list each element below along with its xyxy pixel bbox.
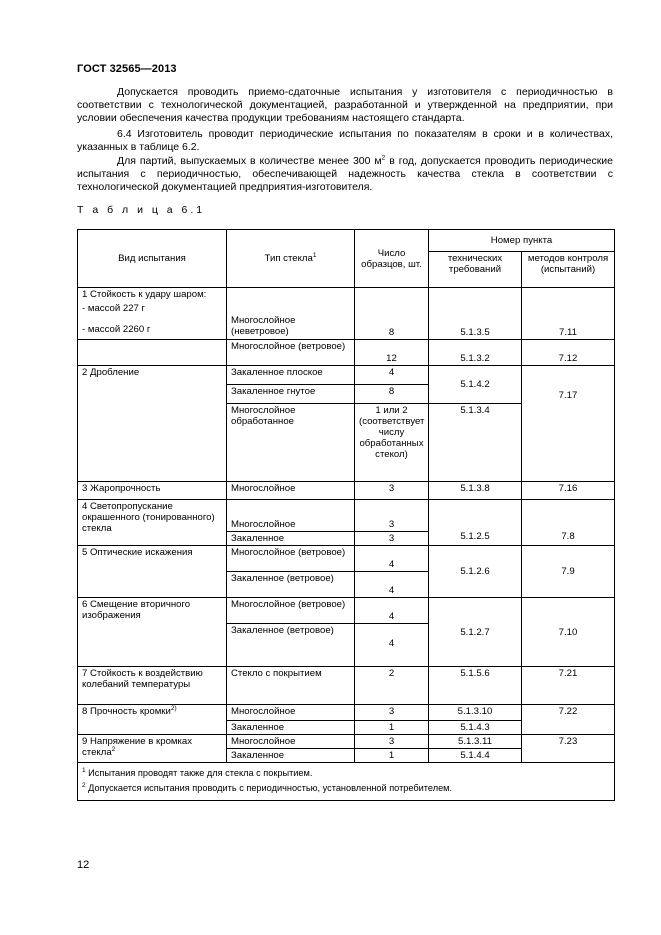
header-test-type: Вид испытания bbox=[78, 230, 227, 288]
tech-req-clause: 5.1.3.2 bbox=[429, 340, 522, 366]
header-tech-requirements: технических требований bbox=[429, 252, 522, 288]
glass-type: Многослойное bbox=[227, 482, 355, 500]
header-sample-count: Число образцов, шт. bbox=[355, 230, 429, 288]
tech-req-clause: 5.1.4.4 bbox=[429, 749, 522, 763]
header-clause-number: Номер пункта bbox=[429, 230, 615, 252]
sample-count: 1 bbox=[355, 749, 429, 763]
sample-count: 3 bbox=[355, 735, 429, 749]
method-clause: 7.21 bbox=[522, 667, 615, 705]
method-clause: 7.22 bbox=[522, 705, 615, 735]
tech-req-clause: 5.1.4.2 bbox=[429, 366, 522, 404]
table-row bbox=[78, 500, 615, 532]
tech-req-clause: 5.1.3.5 bbox=[429, 288, 522, 340]
table-row bbox=[78, 735, 615, 749]
glass-type: Закаленное (ветровое) bbox=[227, 572, 355, 598]
sample-count: 3 bbox=[355, 500, 429, 532]
test-name: 8 Прочность кромки$^{2)}$ bbox=[78, 705, 227, 735]
sample-count: 12 bbox=[355, 340, 429, 366]
glass-type: Закаленное bbox=[227, 749, 355, 763]
glass-type: Закаленное (ветровое) bbox=[227, 624, 355, 667]
method-clause: 7.12 bbox=[522, 340, 615, 366]
method-clause: 7.8 bbox=[522, 500, 615, 546]
paragraph-small-batches: Для партий, выпускаемых в количестве менее 300 $м^2$ в год, допускается проводить периодические испытания с периодичностью, обеспечивающей надежность качества стекла в соответствии с технологической документацией предприятия-изготовителя. bbox=[77, 154, 613, 193]
sample-count: 4 bbox=[355, 572, 429, 598]
glass-type: Многослойное (ветровое) bbox=[227, 546, 355, 572]
page-number: 12 bbox=[77, 859, 90, 871]
sample-count: 3 bbox=[355, 482, 429, 500]
sample-count: 4 bbox=[355, 598, 429, 624]
test-name: 2 Дробление bbox=[78, 366, 227, 482]
tech-req-clause: 5.1.3.8 bbox=[429, 482, 522, 500]
table-row bbox=[78, 598, 615, 624]
paragraph-periodic-tests: 6.4 Изготовитель проводит периодические испытания по показателям в сроки и в количествах, указанных в таблице 6.2. bbox=[77, 128, 613, 153]
table-row bbox=[78, 546, 615, 572]
header-control-methods: методов контроля (испытаний) bbox=[522, 252, 615, 288]
method-clause: 7.23 bbox=[522, 735, 615, 763]
sample-count: 1 или 2 (соответствует числу обработанных стекол) bbox=[355, 404, 429, 482]
glass-type: Многослойное (неветровое) bbox=[227, 288, 355, 340]
test-name: 5 Оптические искажения bbox=[78, 546, 227, 598]
tech-req-clause: 5.1.4.3 bbox=[429, 721, 522, 735]
method-clause: 7.11 bbox=[522, 288, 615, 340]
superscript-square: 2 bbox=[381, 154, 386, 162]
table-row bbox=[78, 667, 615, 705]
tech-req-clause: 5.1.3.4 bbox=[429, 404, 522, 482]
sample-count: 4 bbox=[355, 624, 429, 667]
test-name: 4 Светопропускание окрашенного (тонированного) стекла bbox=[78, 500, 227, 546]
method-clause: 7.17 bbox=[522, 366, 615, 482]
glass-type: Многослойное (ветровое) bbox=[227, 340, 355, 366]
tech-req-clause: 5.1.2.7 bbox=[429, 598, 522, 667]
test-name: 6 Смещение вторичного изображения bbox=[78, 598, 227, 667]
table-row bbox=[78, 705, 615, 721]
method-clause: 7.10 bbox=[522, 598, 615, 667]
paragraph-acceptance-tests: Допускается проводить приемо-сдаточные испытания у изготовителя с периодичностью в соответствии с технологической документацией, разработанной и утвержденной на предприятии, при условии обеспечения качества продукции требованиям настоящего стандарта. bbox=[77, 86, 613, 124]
tech-req-clause: 5.1.5.6 bbox=[429, 667, 522, 705]
table-row bbox=[78, 482, 615, 500]
tech-req-clause: 5.1.3.11 bbox=[429, 735, 522, 749]
table-row bbox=[78, 340, 615, 366]
sample-count: 1 bbox=[355, 721, 429, 735]
sample-count: 4 bbox=[355, 366, 429, 385]
glass-type: Многослойное (ветровое) bbox=[227, 598, 355, 624]
test-name: 9 Напряжение в кромках стекла$^2$ bbox=[78, 735, 227, 763]
header-glass-type: Тип стекла$^1$ bbox=[227, 230, 355, 288]
test-name: 1 Стойкость к удару шаром: - массой 227 г - массой 2260 г bbox=[78, 288, 227, 340]
table-footnote: $^2$ Допускается испытания проводить с периодичностью, установленной потребителем. bbox=[78, 780, 615, 801]
sample-count: 8 bbox=[355, 385, 429, 404]
glass-type: Закаленное bbox=[227, 721, 355, 735]
glass-type: Многослойное обработанное bbox=[227, 404, 355, 482]
test-name: 7 Стойкость к воздействию колебаний температуры bbox=[78, 667, 227, 705]
method-clause: 7.16 bbox=[522, 482, 615, 500]
glass-type: Закаленное гнутое bbox=[227, 385, 355, 404]
table-row bbox=[78, 366, 615, 385]
tests-table bbox=[77, 229, 615, 801]
sample-count: 3 bbox=[355, 705, 429, 721]
glass-type: Стекло с покрытием bbox=[227, 667, 355, 705]
sample-count: 2 bbox=[355, 667, 429, 705]
table-footnote: $^1$ Испытания проводят также для стекла с покрытием. bbox=[78, 763, 615, 781]
tech-req-clause: 5.1.2.6 bbox=[429, 546, 522, 598]
test-name: 3 Жаропрочность bbox=[78, 482, 227, 500]
table-row bbox=[78, 288, 615, 340]
document-header: ГОСТ 32565—2013 bbox=[77, 63, 177, 75]
tech-req-clause: 5.1.3.10 bbox=[429, 705, 522, 721]
tech-req-clause: 5.1.2.5 bbox=[429, 500, 522, 546]
table-caption: Т а б л и ц а 6.1 bbox=[77, 204, 206, 216]
method-clause: 7.9 bbox=[522, 546, 615, 598]
glass-type: Многослойное bbox=[227, 500, 355, 532]
glass-type: Закаленное плоское bbox=[227, 366, 355, 385]
glass-type: Закаленное bbox=[227, 532, 355, 546]
sample-count: 4 bbox=[355, 546, 429, 572]
glass-type: Многослойное bbox=[227, 735, 355, 749]
sample-count: 3 bbox=[355, 532, 429, 546]
glass-type: Многослойное bbox=[227, 705, 355, 721]
sample-count: 8 bbox=[355, 288, 429, 340]
